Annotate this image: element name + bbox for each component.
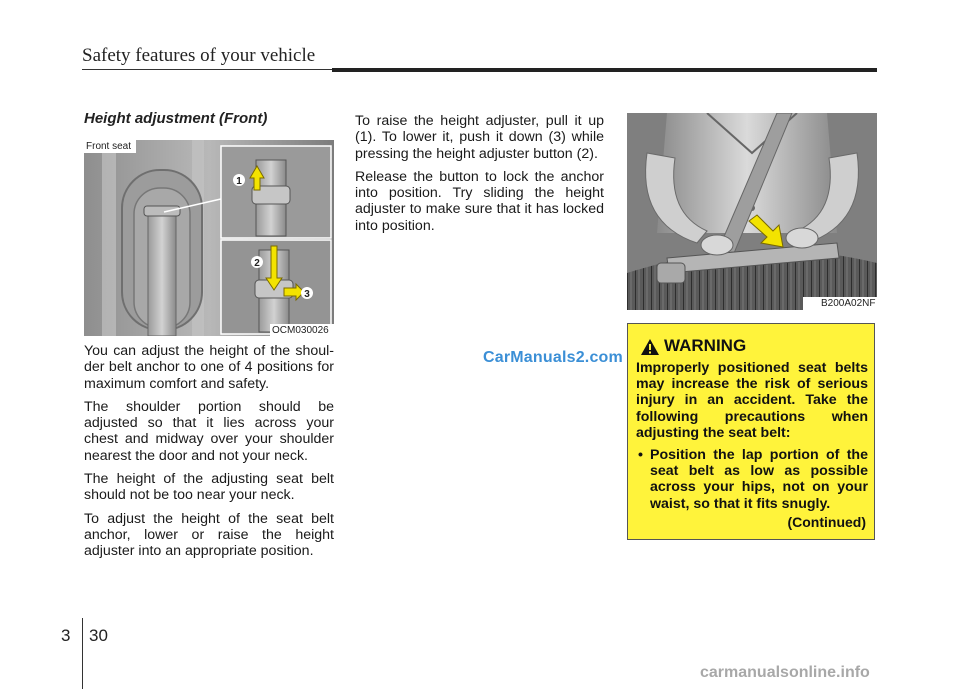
warning-continued: (Continued) <box>787 514 866 530</box>
figure-code-left: OCM030026 <box>272 325 329 336</box>
warning-triangle-icon <box>640 338 660 356</box>
warning-text <box>636 360 868 512</box>
warning-intro: Improperly positioned seat belts may increase the risk of serious injury in an accident. Take the following precautions when adjusting the seat belt: <box>636 360 868 441</box>
section-heading: Height adjustment (Front) <box>84 110 268 127</box>
warning-bullet <box>636 447 868 512</box>
figure-code-right: B200A02NF <box>821 298 876 309</box>
footer-page-number: 30 <box>89 626 108 645</box>
header-rule-thick <box>332 68 877 72</box>
figure-label-front-seat: Front seat <box>86 141 132 152</box>
callout-2: 2 <box>254 258 260 269</box>
callout-1: 1 <box>236 176 242 187</box>
footer-rule <box>82 618 83 689</box>
figure-lap-belt <box>627 113 877 310</box>
bullet-dot: • <box>638 447 643 464</box>
left-paragraph-2: The shoulder portion should be adjusted so that it lies across your chest and midway over your shoulder nearest the door and not your neck. <box>84 398 334 464</box>
middle-paragraph-1: To raise the height adjuster, pull it up (1). To lower it, push it down (3) while pressing the height adjuster button (2). <box>355 113 604 162</box>
figure-front-seat <box>84 140 334 336</box>
warning-bullet-text: Position the lap portion of the seat belt as low as possible across your hips, not on your waist, so that it fits snugly. <box>650 447 868 512</box>
left-paragraph-3: The height of the adjusting seat belt should not be too near your neck. <box>84 471 334 504</box>
left-column-text <box>84 343 334 567</box>
callout-3: 3 <box>304 289 310 300</box>
header-title: Safety features of your vehicle <box>82 45 316 66</box>
watermark-link[interactable]: CarManuals2.com <box>483 349 623 366</box>
front-seat-illustration <box>84 140 334 336</box>
left-paragraph-1: You can adjust the height of the shoul-der belt anchor to one of 4 positions for maximum comfort and safety. <box>84 343 334 392</box>
middle-column-text <box>355 113 604 241</box>
footer-chapter-number: 3 <box>61 626 71 645</box>
lap-belt-illustration <box>627 113 877 310</box>
warning-box <box>627 323 875 540</box>
warning-title: WARNING <box>664 336 747 355</box>
middle-paragraph-2: Release the button to lock the anchor into position. Try sliding the height adjuster to make sure that it has locked into position. <box>355 168 604 234</box>
left-paragraph-4: To adjust the height of the seat belt anchor, lower or raise the height adjuster into an appropriate position. <box>84 510 334 560</box>
footer-site-watermark[interactable]: carmanualsonline.info <box>700 664 870 681</box>
